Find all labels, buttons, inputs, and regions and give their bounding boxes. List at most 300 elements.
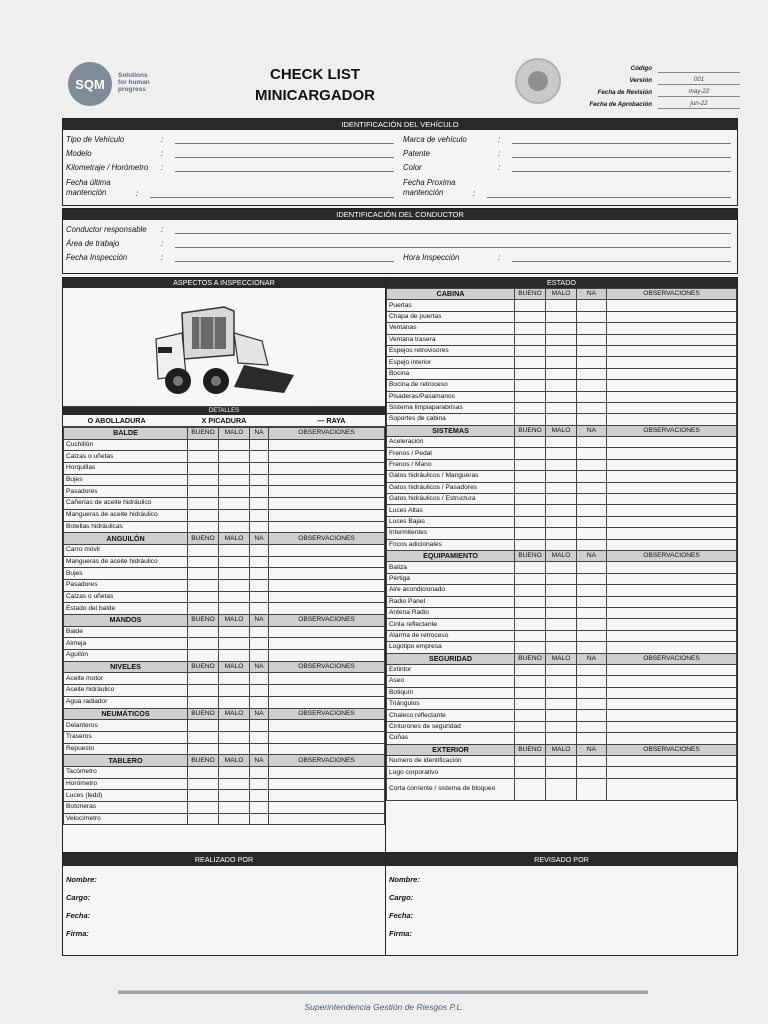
- cell-malo[interactable]: [219, 813, 250, 825]
- cell-malo[interactable]: [546, 414, 577, 425]
- cell-obs[interactable]: [607, 334, 737, 345]
- cell-malo[interactable]: [546, 642, 577, 653]
- cell-malo[interactable]: [219, 720, 250, 732]
- cell-obs[interactable]: [607, 402, 737, 413]
- cell-na[interactable]: [250, 731, 269, 743]
- cell-malo[interactable]: [546, 334, 577, 345]
- cell-na[interactable]: [577, 733, 607, 744]
- cell-malo[interactable]: [546, 710, 577, 721]
- cell-na[interactable]: [577, 505, 607, 516]
- signoff-input[interactable]: [426, 874, 737, 884]
- cell-na[interactable]: [577, 699, 607, 710]
- cell-bueno[interactable]: [515, 573, 546, 584]
- cell-malo[interactable]: [219, 439, 250, 451]
- cell-malo[interactable]: [219, 790, 250, 802]
- cell-obs[interactable]: [269, 579, 385, 591]
- cell-bueno[interactable]: [515, 664, 546, 675]
- cell-malo[interactable]: [219, 591, 250, 603]
- signoff-input[interactable]: [96, 892, 385, 902]
- cell-bueno[interactable]: [188, 498, 219, 510]
- cell-bueno[interactable]: [515, 380, 546, 391]
- table-row: [387, 459, 737, 470]
- cell-bueno[interactable]: [515, 607, 546, 618]
- cell-na[interactable]: [577, 528, 607, 539]
- cell-bueno[interactable]: [515, 345, 546, 356]
- cell-malo[interactable]: [219, 556, 250, 568]
- meta-value[interactable]: 001: [658, 75, 740, 85]
- cell-obs[interactable]: [269, 486, 385, 498]
- cell-malo[interactable]: [546, 357, 577, 368]
- cell-malo[interactable]: [546, 459, 577, 470]
- cell-na[interactable]: [577, 334, 607, 345]
- cell-obs[interactable]: [269, 439, 385, 451]
- cell-bueno[interactable]: [188, 743, 219, 755]
- field-input[interactable]: [150, 189, 394, 198]
- cell-na[interactable]: [250, 474, 269, 486]
- cell-malo[interactable]: [219, 685, 250, 697]
- cell-malo[interactable]: [546, 516, 577, 527]
- cell-obs[interactable]: [607, 664, 737, 675]
- cell-malo[interactable]: [546, 471, 577, 482]
- cell-bueno[interactable]: [515, 756, 546, 767]
- cell-obs[interactable]: [269, 778, 385, 790]
- cell-na[interactable]: [577, 300, 607, 311]
- cell-bueno[interactable]: [188, 544, 219, 556]
- cell-na[interactable]: [250, 568, 269, 580]
- cell-malo[interactable]: [546, 391, 577, 402]
- cell-bueno[interactable]: [188, 766, 219, 778]
- cell-bueno[interactable]: [515, 414, 546, 425]
- cell-bueno[interactable]: [188, 638, 219, 650]
- cell-malo[interactable]: [546, 300, 577, 311]
- signoff-input[interactable]: [419, 892, 737, 902]
- cell-bueno[interactable]: [515, 710, 546, 721]
- field-input[interactable]: [175, 149, 394, 158]
- field-input[interactable]: [175, 225, 731, 234]
- cell-na[interactable]: [250, 451, 269, 463]
- cell-na[interactable]: [577, 323, 607, 334]
- cell-obs[interactable]: [269, 509, 385, 521]
- cell-bueno[interactable]: [188, 673, 219, 685]
- field-input[interactable]: [175, 135, 394, 144]
- cell-na[interactable]: [577, 516, 607, 527]
- cell-na[interactable]: [250, 802, 269, 814]
- cell-na[interactable]: [250, 498, 269, 510]
- cell-na[interactable]: [250, 591, 269, 603]
- cell-obs[interactable]: [269, 463, 385, 475]
- cell-malo[interactable]: [546, 778, 577, 800]
- inspection-left: [62, 277, 386, 853]
- field-input[interactable]: [512, 149, 731, 158]
- cell-na[interactable]: [577, 368, 607, 379]
- cell-na[interactable]: [577, 630, 607, 641]
- table-row: [64, 439, 385, 451]
- cell-na[interactable]: [250, 579, 269, 591]
- cell-malo[interactable]: [546, 528, 577, 539]
- cell-na[interactable]: [577, 414, 607, 425]
- cell-na[interactable]: [577, 664, 607, 675]
- cell-malo[interactable]: [546, 756, 577, 767]
- cell-malo[interactable]: [219, 544, 250, 556]
- cell-bueno[interactable]: [515, 482, 546, 493]
- cell-obs[interactable]: [269, 696, 385, 708]
- cell-obs[interactable]: [269, 498, 385, 510]
- cell-malo[interactable]: [219, 743, 250, 755]
- cell-na[interactable]: [577, 345, 607, 356]
- cell-obs[interactable]: [607, 607, 737, 618]
- signoff-input[interactable]: [418, 928, 737, 938]
- vehicle-row: Modelo : Patente :: [63, 144, 737, 158]
- cell-obs[interactable]: [607, 630, 737, 641]
- cell-bueno[interactable]: [188, 696, 219, 708]
- cell-malo[interactable]: [219, 474, 250, 486]
- cell-na[interactable]: [250, 766, 269, 778]
- cell-malo[interactable]: [546, 585, 577, 596]
- table-row: [387, 402, 737, 413]
- cell-obs[interactable]: [269, 720, 385, 732]
- cell-na[interactable]: [250, 720, 269, 732]
- cell-obs[interactable]: [607, 459, 737, 470]
- field-label: Área de trabajo: [66, 239, 120, 248]
- cell-na[interactable]: [250, 790, 269, 802]
- cell-obs[interactable]: [269, 556, 385, 568]
- cell-malo[interactable]: [219, 626, 250, 638]
- cell-bueno[interactable]: [515, 733, 546, 744]
- cell-bueno[interactable]: [188, 802, 219, 814]
- cell-malo[interactable]: [219, 731, 250, 743]
- cell-malo[interactable]: [219, 603, 250, 615]
- cell-na[interactable]: [577, 676, 607, 687]
- cell-obs[interactable]: [269, 743, 385, 755]
- cell-bueno[interactable]: [188, 556, 219, 568]
- cell-bueno[interactable]: [515, 300, 546, 311]
- cell-bueno[interactable]: [515, 357, 546, 368]
- cell-obs[interactable]: [269, 673, 385, 685]
- cell-bueno[interactable]: [188, 568, 219, 580]
- cell-obs[interactable]: [607, 494, 737, 505]
- cell-bueno[interactable]: [515, 448, 546, 459]
- cell-na[interactable]: [577, 573, 607, 584]
- cell-na[interactable]: [250, 463, 269, 475]
- cell-malo[interactable]: [219, 486, 250, 498]
- cell-bueno[interactable]: [515, 585, 546, 596]
- cell-obs[interactable]: [269, 766, 385, 778]
- cell-na[interactable]: [250, 743, 269, 755]
- cell-malo[interactable]: [219, 766, 250, 778]
- cell-na[interactable]: [250, 521, 269, 533]
- cell-obs[interactable]: [607, 710, 737, 721]
- cell-obs[interactable]: [607, 300, 737, 311]
- cell-malo[interactable]: [546, 676, 577, 687]
- cell-obs[interactable]: [607, 699, 737, 710]
- cell-bueno[interactable]: [515, 516, 546, 527]
- cell-malo[interactable]: [546, 380, 577, 391]
- cell-malo[interactable]: [219, 673, 250, 685]
- cell-na[interactable]: [250, 638, 269, 650]
- cell-na[interactable]: [577, 756, 607, 767]
- item-label: Estado del balde: [64, 603, 188, 615]
- cell-bueno[interactable]: [188, 463, 219, 475]
- cell-malo[interactable]: [546, 505, 577, 516]
- cell-na[interactable]: [250, 486, 269, 498]
- cell-na[interactable]: [577, 619, 607, 630]
- cell-bueno[interactable]: [188, 486, 219, 498]
- meta-value[interactable]: [658, 63, 740, 73]
- cell-bueno[interactable]: [188, 813, 219, 825]
- cell-obs[interactable]: [269, 813, 385, 825]
- cell-na[interactable]: [577, 778, 607, 800]
- cell-malo[interactable]: [546, 311, 577, 322]
- cell-bueno[interactable]: [515, 368, 546, 379]
- cell-malo[interactable]: [219, 650, 250, 662]
- cell-obs[interactable]: [607, 471, 737, 482]
- cell-obs[interactable]: [607, 391, 737, 402]
- cell-obs[interactable]: [607, 539, 737, 550]
- cell-bueno[interactable]: [188, 509, 219, 521]
- cell-obs[interactable]: [269, 638, 385, 650]
- cell-na[interactable]: [250, 650, 269, 662]
- cell-na[interactable]: [577, 448, 607, 459]
- cell-bueno[interactable]: [515, 311, 546, 322]
- cell-na[interactable]: [577, 585, 607, 596]
- cell-malo[interactable]: [546, 733, 577, 744]
- cell-bueno[interactable]: [515, 687, 546, 698]
- meta-value[interactable]: jun-22: [658, 99, 740, 109]
- signoff-input[interactable]: [95, 928, 385, 938]
- cell-malo[interactable]: [546, 345, 577, 356]
- cell-na[interactable]: [250, 685, 269, 697]
- cell-obs[interactable]: [269, 544, 385, 556]
- cell-na[interactable]: [577, 596, 607, 607]
- cell-obs[interactable]: [607, 528, 737, 539]
- cell-obs[interactable]: [269, 603, 385, 615]
- cell-bueno[interactable]: [188, 685, 219, 697]
- cell-malo[interactable]: [219, 778, 250, 790]
- cell-bueno[interactable]: [188, 731, 219, 743]
- field-input[interactable]: [512, 253, 731, 262]
- cell-obs[interactable]: [607, 596, 737, 607]
- cell-malo[interactable]: [219, 463, 250, 475]
- cell-obs[interactable]: [607, 733, 737, 744]
- cell-bueno[interactable]: [188, 603, 219, 615]
- cell-bueno[interactable]: [515, 562, 546, 573]
- cell-obs[interactable]: [607, 767, 737, 778]
- cell-bueno[interactable]: [515, 459, 546, 470]
- cell-obs[interactable]: [607, 778, 737, 800]
- cell-na[interactable]: [577, 710, 607, 721]
- cell-bueno[interactable]: [515, 471, 546, 482]
- cell-malo[interactable]: [546, 368, 577, 379]
- cell-malo[interactable]: [219, 509, 250, 521]
- cell-obs[interactable]: [607, 676, 737, 687]
- cell-malo[interactable]: [546, 482, 577, 493]
- cell-na[interactable]: [250, 673, 269, 685]
- cell-obs[interactable]: [607, 437, 737, 448]
- cell-obs[interactable]: [607, 482, 737, 493]
- cell-obs[interactable]: [607, 368, 737, 379]
- cell-obs[interactable]: [269, 451, 385, 463]
- cell-bueno[interactable]: [515, 505, 546, 516]
- cell-bueno[interactable]: [515, 721, 546, 732]
- cell-obs[interactable]: [607, 414, 737, 425]
- cell-bueno[interactable]: [188, 720, 219, 732]
- cell-malo[interactable]: [219, 579, 250, 591]
- field-input[interactable]: [512, 163, 731, 172]
- cell-obs[interactable]: [607, 619, 737, 630]
- cell-obs[interactable]: [607, 345, 737, 356]
- cell-obs[interactable]: [269, 626, 385, 638]
- signoff-input[interactable]: [419, 910, 737, 920]
- cell-obs[interactable]: [269, 731, 385, 743]
- cell-obs[interactable]: [269, 521, 385, 533]
- cell-malo[interactable]: [219, 568, 250, 580]
- cell-obs[interactable]: [269, 591, 385, 603]
- cell-obs[interactable]: [607, 573, 737, 584]
- cell-na[interactable]: [250, 603, 269, 615]
- cell-obs[interactable]: [269, 685, 385, 697]
- cell-malo[interactable]: [219, 498, 250, 510]
- cell-bueno[interactable]: [515, 402, 546, 413]
- cell-na[interactable]: [577, 402, 607, 413]
- cell-obs[interactable]: [607, 357, 737, 368]
- cell-na[interactable]: [577, 471, 607, 482]
- cell-obs[interactable]: [607, 380, 737, 391]
- cell-obs[interactable]: [607, 311, 737, 322]
- cell-malo[interactable]: [546, 596, 577, 607]
- cell-bueno[interactable]: [188, 521, 219, 533]
- cell-na[interactable]: [250, 439, 269, 451]
- cell-na[interactable]: [577, 357, 607, 368]
- cell-malo[interactable]: [219, 638, 250, 650]
- cell-obs[interactable]: [607, 756, 737, 767]
- cell-na[interactable]: [250, 626, 269, 638]
- meta-value[interactable]: may-22: [658, 87, 740, 97]
- cell-obs[interactable]: [607, 516, 737, 527]
- cell-obs[interactable]: [607, 448, 737, 459]
- cell-na[interactable]: [577, 459, 607, 470]
- cell-bueno[interactable]: [515, 391, 546, 402]
- cell-malo[interactable]: [546, 494, 577, 505]
- cell-bueno[interactable]: [188, 778, 219, 790]
- cell-bueno[interactable]: [188, 451, 219, 463]
- cell-malo[interactable]: [546, 573, 577, 584]
- cell-malo[interactable]: [546, 437, 577, 448]
- cell-na[interactable]: [250, 696, 269, 708]
- cell-na[interactable]: [577, 607, 607, 618]
- cell-na[interactable]: [577, 494, 607, 505]
- cell-obs[interactable]: [269, 568, 385, 580]
- field-input[interactable]: [512, 135, 731, 144]
- cell-bueno[interactable]: [515, 619, 546, 630]
- cell-na[interactable]: [577, 562, 607, 573]
- cell-na[interactable]: [250, 509, 269, 521]
- cell-bueno[interactable]: [188, 650, 219, 662]
- cell-na[interactable]: [577, 767, 607, 778]
- cell-bueno[interactable]: [188, 626, 219, 638]
- cell-na[interactable]: [250, 813, 269, 825]
- cell-na[interactable]: [250, 778, 269, 790]
- cell-bueno[interactable]: [515, 323, 546, 334]
- cell-obs[interactable]: [269, 474, 385, 486]
- signoff-input[interactable]: [103, 874, 385, 884]
- cell-bueno[interactable]: [515, 767, 546, 778]
- cell-obs[interactable]: [607, 687, 737, 698]
- cell-obs[interactable]: [607, 642, 737, 653]
- cell-malo[interactable]: [546, 767, 577, 778]
- signoff-label: Firma:: [389, 929, 412, 938]
- cell-na[interactable]: [577, 642, 607, 653]
- cell-obs[interactable]: [607, 323, 737, 334]
- cell-malo[interactable]: [546, 699, 577, 710]
- cell-na[interactable]: [577, 721, 607, 732]
- cell-bueno[interactable]: [188, 474, 219, 486]
- cell-bueno[interactable]: [515, 596, 546, 607]
- cell-malo[interactable]: [546, 323, 577, 334]
- cell-malo[interactable]: [219, 451, 250, 463]
- cell-malo[interactable]: [219, 521, 250, 533]
- cell-na[interactable]: [577, 539, 607, 550]
- cell-malo[interactable]: [546, 721, 577, 732]
- cell-malo[interactable]: [546, 562, 577, 573]
- cell-obs[interactable]: [269, 650, 385, 662]
- cell-bueno[interactable]: [515, 778, 546, 800]
- cell-bueno[interactable]: [188, 790, 219, 802]
- cell-bueno[interactable]: [515, 334, 546, 345]
- field-input[interactable]: [175, 163, 394, 172]
- signoff-input[interactable]: [96, 910, 385, 920]
- cell-bueno[interactable]: [515, 642, 546, 653]
- cell-malo[interactable]: [546, 687, 577, 698]
- cell-malo[interactable]: [546, 607, 577, 618]
- cell-na[interactable]: [577, 437, 607, 448]
- cell-bueno[interactable]: [515, 494, 546, 505]
- cell-bueno[interactable]: [515, 676, 546, 687]
- field-input[interactable]: [487, 189, 731, 198]
- cell-obs[interactable]: [269, 790, 385, 802]
- cell-obs[interactable]: [269, 802, 385, 814]
- cell-na[interactable]: [577, 391, 607, 402]
- cell-na[interactable]: [577, 311, 607, 322]
- cell-bueno[interactable]: [188, 579, 219, 591]
- cell-na[interactable]: [577, 687, 607, 698]
- cell-obs[interactable]: [607, 585, 737, 596]
- cell-bueno[interactable]: [188, 591, 219, 603]
- cell-obs[interactable]: [607, 562, 737, 573]
- cell-obs[interactable]: [607, 505, 737, 516]
- cell-na[interactable]: [250, 544, 269, 556]
- cell-malo[interactable]: [546, 539, 577, 550]
- cell-na[interactable]: [577, 380, 607, 391]
- cell-malo[interactable]: [546, 630, 577, 641]
- cell-malo[interactable]: [546, 402, 577, 413]
- cell-na[interactable]: [577, 482, 607, 493]
- cell-bueno[interactable]: [515, 699, 546, 710]
- field-input[interactable]: [175, 253, 394, 262]
- cell-malo[interactable]: [546, 664, 577, 675]
- field-input[interactable]: [175, 239, 731, 248]
- cell-obs[interactable]: [607, 721, 737, 732]
- cell-bueno[interactable]: [188, 439, 219, 451]
- cell-na[interactable]: [250, 556, 269, 568]
- cell-malo[interactable]: [219, 696, 250, 708]
- cell-bueno[interactable]: [515, 630, 546, 641]
- cell-bueno[interactable]: [515, 437, 546, 448]
- cell-bueno[interactable]: [515, 528, 546, 539]
- cell-malo[interactable]: [219, 802, 250, 814]
- cell-malo[interactable]: [546, 448, 577, 459]
- cell-malo[interactable]: [546, 619, 577, 630]
- cell-bueno[interactable]: [515, 539, 546, 550]
